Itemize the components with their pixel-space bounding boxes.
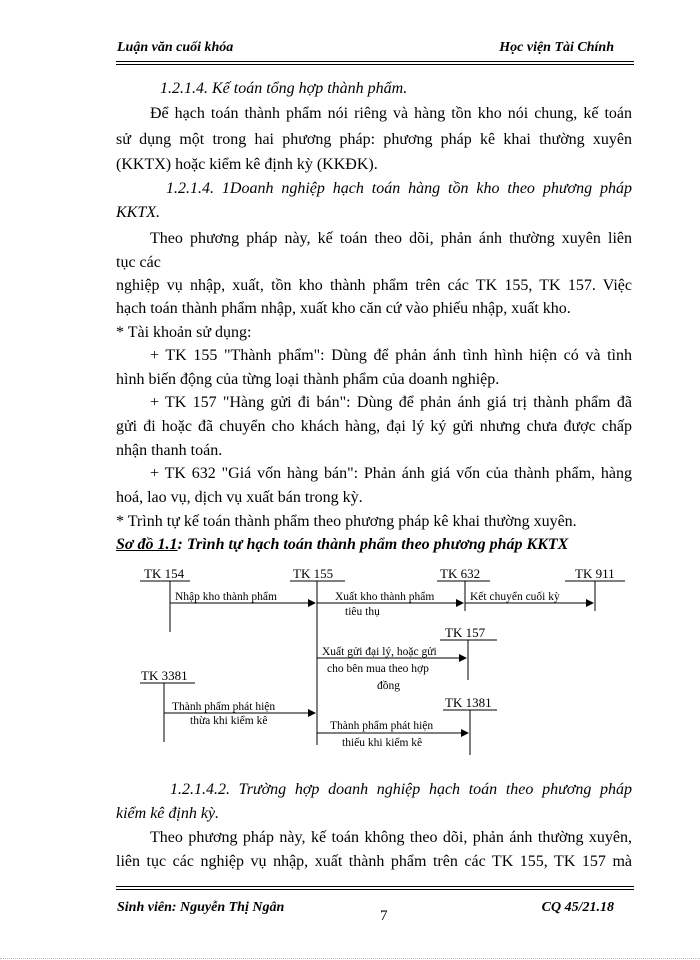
figure-label: Sơ đồ 1.1 <box>116 536 178 553</box>
tk155-line2: hình biến động của từng loại thành phẩm của doanh nghiệp. <box>116 371 500 388</box>
tk911-label: TK 911 <box>575 566 615 581</box>
label-thieu-1: Thành phẩm phát hiện <box>330 720 434 732</box>
tk157-label: TK 157 <box>445 625 486 640</box>
label-thieu-2: thiếu khi kiểm kê <box>342 737 423 749</box>
footer-rule-2 <box>116 889 634 890</box>
header-left: Luận văn cuối khóa <box>117 40 234 55</box>
para2-line4: hạch toán thành phẩm nhập, xuất kho căn cứ vào phiếu nhập, xuất kho. <box>116 300 571 317</box>
heading-1214: 1.2.1.4. Kế toán tổng hợp thành phẩm. <box>160 80 408 97</box>
para1-line1: Để hạch toán thành phẩm nói riêng và hàng tồn kho nói chung, kế toán <box>150 105 632 122</box>
label-xuat-gui-3: đồng <box>377 680 400 692</box>
tk157-line3: nhận thanh toán. <box>116 442 223 459</box>
tk154-label: TK 154 <box>144 566 185 581</box>
accounts-title: * Tài khoản sử dụng: <box>116 324 252 341</box>
para3-line2: liên tục các nghiệp vụ nhập, xuất thành phẩm trên các TK 155, TK 157 mà <box>116 853 632 870</box>
tk632-line2: hoá, lao vụ, dịch vụ xuất bán trong kỳ. <box>116 489 363 506</box>
tk3381-label: TK 3381 <box>141 668 188 683</box>
heading-12142-line2: kiểm kê định kỳ. <box>116 805 220 822</box>
header-right: Học viện Tài Chính <box>499 40 614 55</box>
label-xuat-kho-2: tiêu thụ <box>345 606 380 618</box>
tk1381-label: TK 1381 <box>445 695 492 710</box>
footer-rule <box>116 886 634 887</box>
label-nhap-kho: Nhập kho thành phẩm <box>175 591 277 603</box>
tk155-line1: + TK 155 "Thành phẩm": Dùng để phản ánh tình hình hiện có và tình <box>150 347 632 364</box>
label-thua-1: Thành phẩm phát hiện <box>172 701 276 713</box>
figure-title: : Trình tự hạch toán thành phẩm theo phương pháp KKTX <box>177 536 569 553</box>
heading-12141-line1: 1.2.1.4. 1Doanh nghiệp hạch toán hàng tồn kho theo phương pháp <box>166 180 632 197</box>
footer-student: Sinh viên: Nguyễn Thị Ngân <box>117 900 285 915</box>
para2-line1: Theo phương pháp này, kế toán theo dõi, phản ánh thường xuyên liên <box>150 230 632 247</box>
para2-line3: nghiệp vụ nhập, xuất, tồn kho thành phẩm trên các TK 155, TK 157. Việc <box>116 277 632 294</box>
tk632-label: TK 632 <box>440 566 481 581</box>
label-xuat-gui-2: cho bên mua theo hợp <box>327 663 429 675</box>
page-edge <box>0 958 700 959</box>
tk157-line1: + TK 157 "Hàng gửi đi bán": Dùng để phản ánh giá trị thành phẩm đã <box>150 394 632 411</box>
heading-12142-line1: 1.2.1.4.2. Trường hợp doanh nghiệp hạch toán theo phương pháp <box>170 781 632 798</box>
label-xuat-kho-1: Xuất kho thành phẩm <box>335 591 435 603</box>
para1-line2: sử dụng một trong hai phương pháp: phương pháp kê khai thường xuyên <box>116 131 632 148</box>
para1-line3: (KKTX) hoặc kiểm kê định kỳ (KKĐK). <box>116 156 378 173</box>
label-thua-2: thừa khi kiểm kê <box>190 715 268 727</box>
sequence-heading: * Trình tự kế toán thành phẩm theo phương pháp kê khai thường xuyên. <box>116 513 577 530</box>
label-ket-chuyen: Kết chuyển cuối kỳ <box>470 591 560 603</box>
tk632-line1: + TK 632 "Giá vốn hàng bán": Phản ánh giá vốn của thành phẩm, hàng <box>150 465 632 482</box>
label-xuat-gui-1: Xuất gửi đại lý, hoặc gửi <box>322 646 437 658</box>
heading-12141-line2: KKTX. <box>116 204 161 221</box>
tk157-line2: gửi đi hoặc đã chuyển cho khách hàng, đại lý ký gửi nhưng chưa được chấp <box>116 418 632 435</box>
page-number: 7 <box>380 908 388 924</box>
para2-line2: tục các <box>116 254 161 271</box>
footer-class: CQ 45/21.18 <box>541 900 614 915</box>
tk155-label: TK 155 <box>293 566 334 581</box>
para3-line1: Theo phương pháp này, kế toán không theo dõi, phản ánh thường xuyên, <box>150 829 632 846</box>
